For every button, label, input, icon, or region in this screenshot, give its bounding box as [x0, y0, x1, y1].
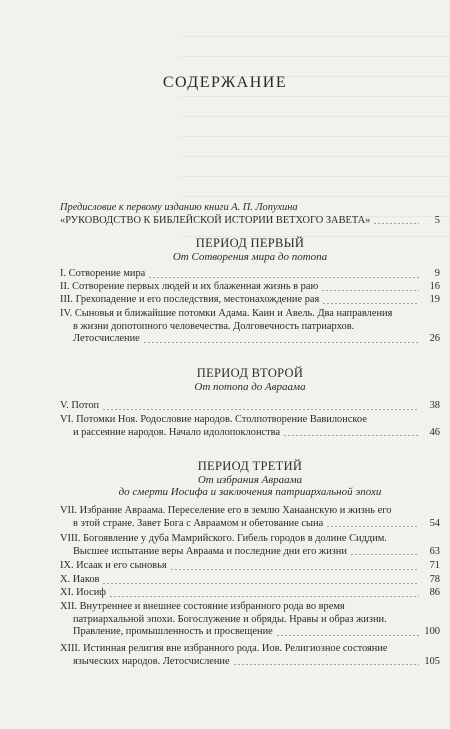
toc-entry[interactable]	[60, 560, 440, 573]
toc-page-number: 38	[429, 400, 440, 411]
toc-entry[interactable]	[60, 643, 440, 668]
period-subtitle: От Сотворения мира до потопа	[172, 251, 328, 263]
period-title: ПЕРИОД ВТОРОЙ	[196, 366, 304, 380]
period-heading-2	[60, 366, 440, 393]
toc-entry-text: Предисловие к первому изданию книги А. П. Лопухина	[60, 202, 298, 213]
toc-entry[interactable]	[60, 505, 440, 530]
toc-page-number: 71	[429, 560, 440, 571]
toc-entry-text: XIII. Истинная религия вне избранного рода. Иов. Религиозное состояние	[60, 643, 388, 654]
page-title: СОДЕРЖАНИЕ	[162, 74, 288, 91]
toc-page-number: 26	[429, 333, 440, 344]
toc-entry-text: в этой стране. Завет Бога с Авраамом и обетование сына	[73, 517, 324, 529]
period-heading-3	[60, 459, 440, 498]
leader-dots	[350, 554, 419, 555]
toc-entry[interactable]	[60, 414, 440, 439]
toc-entry-text: III. Грехопадение и его последствия, местонахождение рая	[60, 294, 320, 305]
toc-entry-text: X. Иаков	[60, 574, 100, 585]
toc-page-number: 78	[429, 574, 440, 585]
toc-entry-text: языческих народов. Летосчисление	[73, 655, 230, 667]
toc-entry[interactable]	[60, 400, 440, 413]
toc-entry-text: IV. Сыновья и ближайшие потомки Адама. Каин и Авель. Два направления	[60, 308, 393, 319]
toc-entry-text: «РУКОВОДСТВО К БИБЛЕЙСКОЙ ИСТОРИИ ВЕТХОГО ЗАВЕТА»	[60, 214, 371, 226]
toc-entry-text: VIII. Богоявление у дуба Мамрийского. Гибель городов в долине Сиддим.	[60, 533, 387, 544]
toc-entry[interactable]	[60, 294, 440, 307]
toc-page-number: 9	[434, 268, 440, 279]
toc-entry-text: VI. Потомки Ноя. Родословие народов. Столпотворение Вавилонское	[60, 414, 367, 425]
toc-page-number: 100	[424, 626, 440, 637]
toc-page-number: 86	[429, 587, 440, 598]
leader-dots	[102, 583, 419, 584]
leader-dots	[322, 303, 419, 304]
toc-page-number: 46	[429, 426, 440, 438]
toc-entry-preface[interactable]	[60, 202, 440, 227]
toc-entry[interactable]	[60, 601, 440, 639]
leader-dots	[109, 596, 419, 597]
toc-entry[interactable]	[60, 268, 440, 281]
leader-dots	[143, 342, 419, 343]
toc-page-number: 63	[429, 545, 440, 557]
toc-entry-text: Высшее испытание веры Авраама и последние дни его жизни	[73, 545, 347, 557]
toc-page-number: 54	[429, 517, 440, 529]
toc-entry-text: в жизни допотопного человечества. Долговечность патриархов.	[73, 320, 355, 332]
toc-entry-text: VII. Избрание Авраама. Переселение его в землю Ханаанскую и жизнь его	[60, 505, 392, 516]
toc-entry-text: Правление, промышленность и просвещение	[73, 626, 273, 637]
leader-dots	[102, 409, 419, 410]
period-heading-1	[60, 236, 440, 263]
toc-page-number: 19	[429, 294, 440, 305]
toc-entry-text: и рассеяние народов. Начало идолопоклонства	[73, 426, 281, 438]
toc-entry[interactable]	[60, 308, 440, 346]
period-subtitle: От избрания Авраама	[197, 474, 303, 486]
leader-dots	[283, 435, 419, 436]
leader-dots	[148, 277, 419, 278]
toc-entry-text: II. Сотворение первых людей и их блаженная жизнь в раю	[60, 281, 319, 292]
period-title: ПЕРИОД ТРЕТИЙ	[197, 459, 303, 473]
toc-page-number: 16	[429, 281, 440, 292]
leader-dots	[326, 526, 419, 527]
leader-dots	[170, 569, 419, 570]
toc-entry-text: Летосчисление	[73, 333, 140, 344]
leader-dots	[233, 664, 419, 665]
toc-page-number: 105	[424, 655, 440, 667]
toc-entry-text: I. Сотворение мира	[60, 268, 146, 279]
toc-entry[interactable]	[60, 533, 440, 558]
toc-page-number: 5	[434, 214, 440, 226]
toc-entry-text: XII. Внутреннее и внешнее состояние избранного рода во время	[60, 601, 345, 612]
period-subtitle: От потопа до Авраама	[194, 381, 306, 393]
toc-entry[interactable]	[60, 587, 440, 600]
period-title: ПЕРИОД ПЕРВЫЙ	[195, 236, 305, 250]
toc-entry-text: V. Потоп	[60, 400, 100, 411]
period-subtitle-continued: до смерти Иосифа и заключения патриархальной эпохи	[118, 486, 382, 498]
toc-entry[interactable]	[60, 574, 440, 587]
leader-dots	[276, 635, 419, 636]
leader-dots	[321, 290, 419, 291]
toc-entry[interactable]	[60, 281, 440, 294]
toc-entry-text: патриархальной эпохи. Богослужение и обряды. Нравы и образ жизни.	[73, 613, 387, 625]
toc-entry-text: IX. Исаак и его сыновья	[60, 560, 167, 571]
toc-entry-text: XI. Иосиф	[60, 587, 107, 598]
leader-dots	[373, 223, 419, 224]
